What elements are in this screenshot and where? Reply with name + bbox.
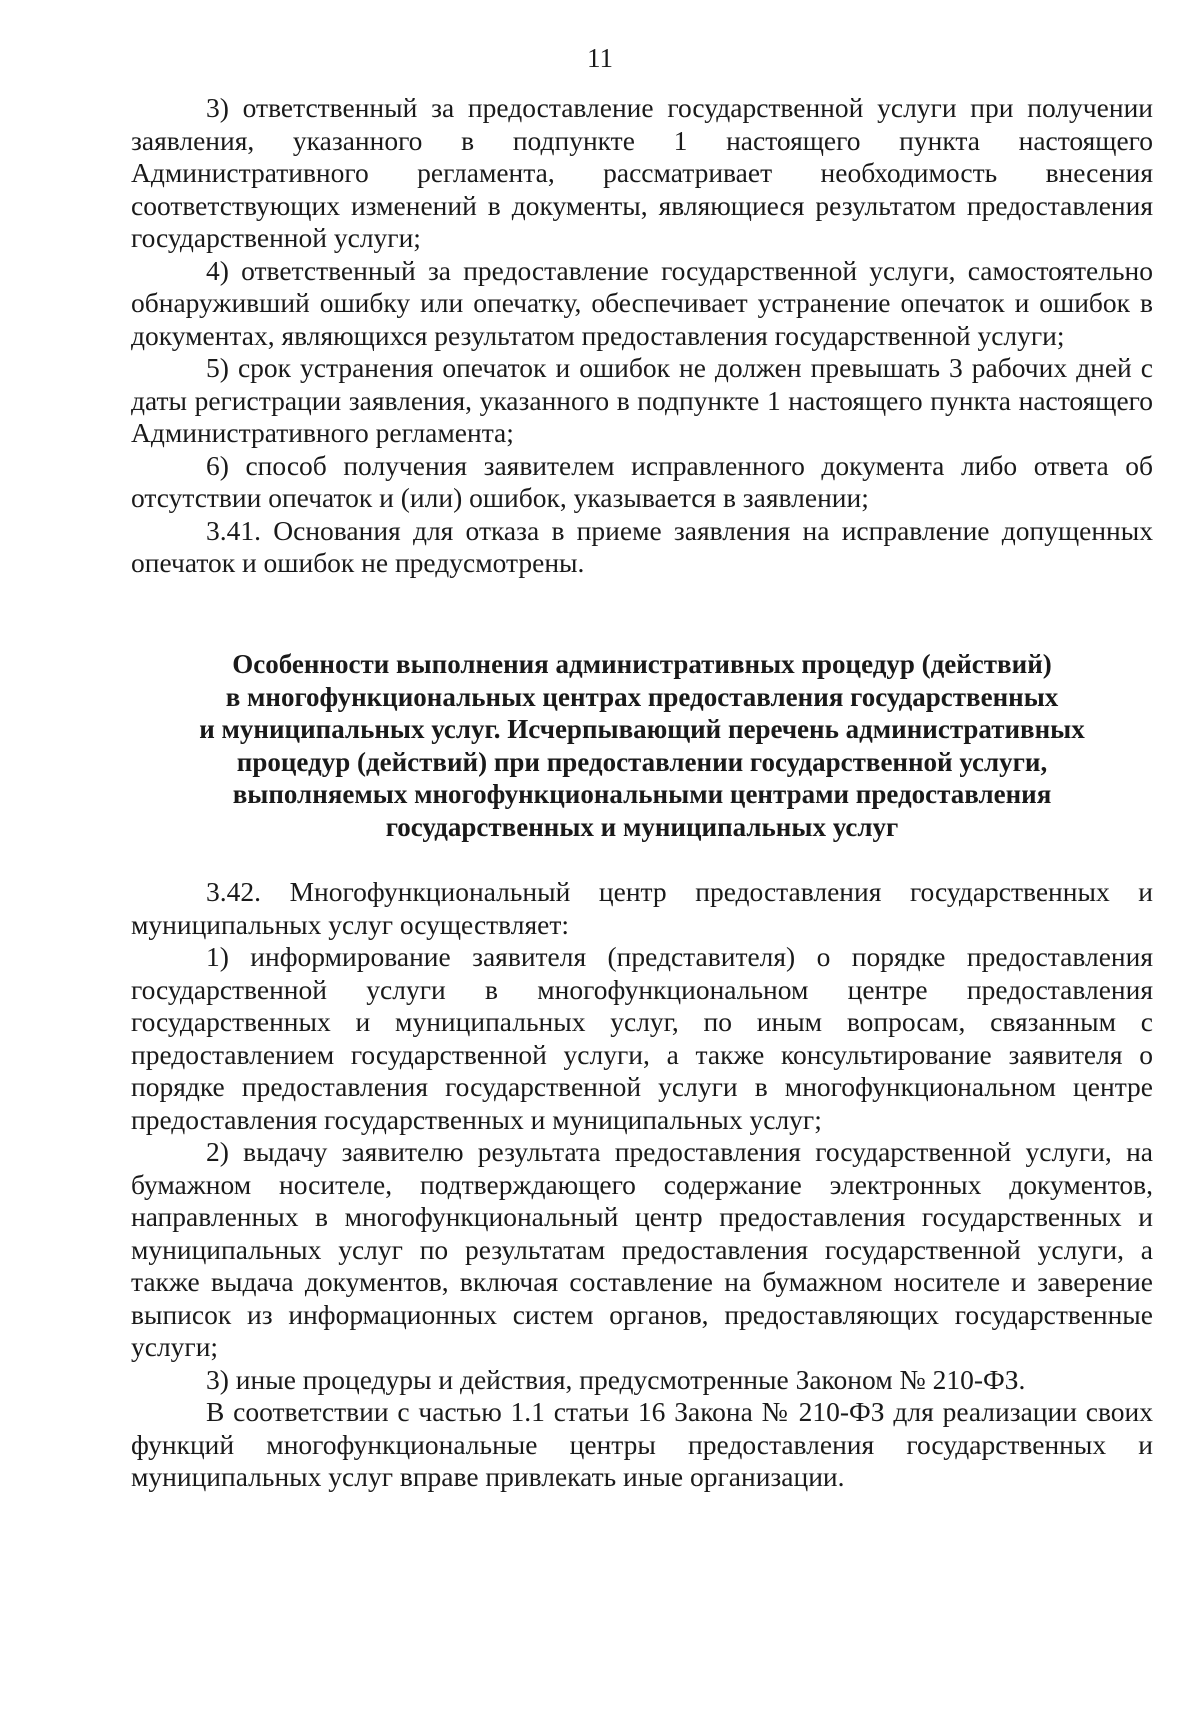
- paragraph-item-3-procedures: 3) иные процедуры и действия, предусмотренные Законом № 210-ФЗ.: [206, 1363, 1026, 1395]
- section-heading-line: и муниципальных услуг. Исчерпывающий перечень административных: [199, 714, 1085, 744]
- section-heading: [131, 648, 1153, 843]
- section-heading-line: в многофункциональных центрах предоставления государственных: [225, 681, 1059, 712]
- paragraph-closing: В соответствии с частью 1.1 статьи 16 Закона № 210-ФЗ для реализации своих функций многофункциональные центры предоставления государственных и муниципальных услуг вправе привлекать иные организации.: [131, 1396, 1153, 1492]
- paragraph-item-6: 6) способ получения заявителем исправленного документа либо ответа об отсутствии опечаток и (или) ошибок, указывается в заявлении;: [131, 449, 1153, 513]
- page-number: 11: [587, 43, 613, 73]
- paragraph-3-41: 3.41. Основания для отказа в приеме заявления на исправление допущенных опечаток и ошибок не предусмотрены.: [131, 514, 1153, 578]
- paragraph-3-42: 3.42. Многофункциональный центр предоставления государственных и муниципальных услуг осуществляет:: [131, 876, 1153, 940]
- section-heading-line: процедур (действий) при предоставлении государственной услуги,: [236, 746, 1048, 777]
- section-heading-line: государственных и муниципальных услуг: [385, 811, 899, 842]
- section-heading-line: Особенности выполнения административных процедур (действий): [232, 649, 1052, 679]
- paragraph-item-4: 4) ответственный за предоставление государственной услуги, самостоятельно обнаруживший ошибку или опечатку, обеспечивает устранение опечаток и ошибок в документах, являющихся результатом предоставления государственной услуги;: [131, 254, 1153, 351]
- paragraph-item-1: 1) информирование заявителя (представителя) о порядке предоставления государственной услуги в многофункциональном центре предоставления государственных и муниципальных услуг, по иным вопросам, связанным с предоставлением государственной услуги, а также консультирование заявителя о порядке предоставления государственной услуги в многофункциональном центре предоставления государственных и муниципальных услуг;: [131, 941, 1153, 1135]
- paragraph-item-3: 3) ответственный за предоставление государственной услуги при получении заявления, указанного в подпункте 1 настоящего пункта настоящего Административного регламента, рассматривает необходимость внесения соответствующих изменений в документы, являющиеся результатом предоставления государственной услуги;: [131, 92, 1153, 253]
- paragraph-group-bottom: [131, 876, 1153, 1494]
- section-heading-line: выполняемых многофункциональными центрами предоставления: [232, 779, 1052, 809]
- paragraph-item-5: 5) срок устранения опечаток и ошибок не должен превышать 3 рабочих дней с даты регистрации заявления, указанного в подпункте 1 настоящего пункта настоящего Административного регламента;: [131, 352, 1153, 448]
- paragraph-item-2: 2) выдачу заявителю результата предоставления государственной услуги, на бумажном носителе, подтверждающего содержание электронных документов, направленных в многофункциональный центр предоставления государственных и муниципальных услуг по результатам предоставления государственной услуги, а также выдача документов, включая составление на бумажном носителе и заверение выписок из информационных систем органов, предоставляющих государственные услуги;: [131, 1136, 1153, 1362]
- paragraph-group-top: [131, 92, 1153, 580]
